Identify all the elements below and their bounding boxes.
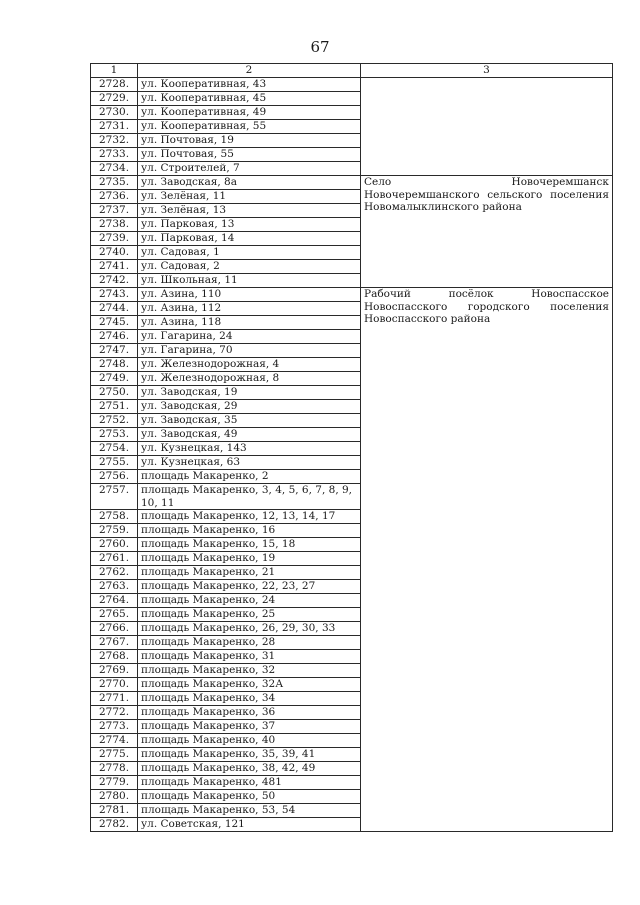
row-address: ул. Заводская, 19 (138, 386, 361, 400)
settlement-cell: Село Новочеремшанск Новочеремшанского сельского поселения Новомалыклинского района (361, 176, 613, 288)
row-number: 2742. (91, 274, 138, 288)
column-header-number: 1 (91, 64, 138, 78)
row-address: площадь Макаренко, 3, 4, 5, 6, 7, 8, 9, 10, 11 (138, 484, 361, 510)
row-address: площадь Макаренко, 24 (138, 594, 361, 608)
row-address: площадь Макаренко, 28 (138, 636, 361, 650)
row-address: площадь Макаренко, 36 (138, 706, 361, 720)
row-number: 2732. (91, 134, 138, 148)
row-address: ул. Парковая, 14 (138, 232, 361, 246)
row-number: 2762. (91, 566, 138, 580)
column-header-address: 2 (138, 64, 361, 78)
row-address: ул. Садовая, 1 (138, 246, 361, 260)
row-address: ул. Садовая, 2 (138, 260, 361, 274)
row-address: площадь Макаренко, 15, 18 (138, 538, 361, 552)
row-number: 2768. (91, 650, 138, 664)
row-address: ул. Кузнецкая, 143 (138, 442, 361, 456)
row-address: площадь Макаренко, 16 (138, 524, 361, 538)
row-address: ул. Строителей, 7 (138, 162, 361, 176)
row-number: 2734. (91, 162, 138, 176)
row-number: 2750. (91, 386, 138, 400)
row-number: 2778. (91, 762, 138, 776)
row-address: площадь Макаренко, 2 (138, 470, 361, 484)
row-address: ул. Железнодорожная, 4 (138, 358, 361, 372)
row-address: ул. Кооперативная, 55 (138, 120, 361, 134)
table-row (91, 78, 613, 92)
row-number: 2758. (91, 510, 138, 524)
row-number: 2767. (91, 636, 138, 650)
row-number: 2756. (91, 470, 138, 484)
settlement-cell (361, 78, 613, 176)
row-number: 2739. (91, 232, 138, 246)
row-number: 2773. (91, 720, 138, 734)
row-address: ул. Гагарина, 70 (138, 344, 361, 358)
row-address: ул. Школьная, 11 (138, 274, 361, 288)
row-address: ул. Зелёная, 13 (138, 204, 361, 218)
row-number: 2749. (91, 372, 138, 386)
row-address: площадь Макаренко, 19 (138, 552, 361, 566)
row-number: 2741. (91, 260, 138, 274)
row-number: 2735. (91, 176, 138, 190)
row-number: 2745. (91, 316, 138, 330)
row-number: 2746. (91, 330, 138, 344)
row-address: ул. Кооперативная, 49 (138, 106, 361, 120)
row-address: ул. Азина, 112 (138, 302, 361, 316)
row-address: ул. Заводская, 35 (138, 414, 361, 428)
table-header (91, 64, 613, 78)
row-number: 2737. (91, 204, 138, 218)
row-address: ул. Зелёная, 11 (138, 190, 361, 204)
row-number: 2753. (91, 428, 138, 442)
row-address: площадь Макаренко, 53, 54 (138, 804, 361, 818)
row-number: 2731. (91, 120, 138, 134)
row-address: ул. Кооперативная, 43 (138, 78, 361, 92)
row-address: ул. Кооперативная, 45 (138, 92, 361, 106)
row-number: 2747. (91, 344, 138, 358)
header-row (91, 64, 613, 78)
row-address: площадь Макаренко, 32А (138, 678, 361, 692)
row-address: площадь Макаренко, 40 (138, 734, 361, 748)
row-address: ул. Почтовая, 19 (138, 134, 361, 148)
row-number: 2730. (91, 106, 138, 120)
row-number: 2759. (91, 524, 138, 538)
row-number: 2760. (91, 538, 138, 552)
row-number: 2770. (91, 678, 138, 692)
row-number: 2744. (91, 302, 138, 316)
row-number: 2729. (91, 92, 138, 106)
row-number: 2752. (91, 414, 138, 428)
row-address: площадь Макаренко, 22, 23, 27 (138, 580, 361, 594)
row-number: 2779. (91, 776, 138, 790)
row-address: площадь Макаренко, 481 (138, 776, 361, 790)
row-number: 2782. (91, 818, 138, 832)
row-number: 2765. (91, 608, 138, 622)
row-number: 2771. (91, 692, 138, 706)
row-address: площадь Макаренко, 26, 29, 30, 33 (138, 622, 361, 636)
address-register-table (90, 63, 613, 832)
row-address: площадь Макаренко, 31 (138, 650, 361, 664)
row-address: площадь Макаренко, 37 (138, 720, 361, 734)
row-address: площадь Макаренко, 32 (138, 664, 361, 678)
row-number: 2751. (91, 400, 138, 414)
row-address: ул. Советская, 121 (138, 818, 361, 832)
row-number: 2728. (91, 78, 138, 92)
table-row (91, 176, 613, 190)
row-number: 2774. (91, 734, 138, 748)
settlement-cell: Рабочий посёлок Новоспасское Новоспасского городского поселения Новоспасского района (361, 288, 613, 832)
row-number: 2772. (91, 706, 138, 720)
row-number: 2780. (91, 790, 138, 804)
row-number: 2736. (91, 190, 138, 204)
row-number: 2775. (91, 748, 138, 762)
row-number: 2761. (91, 552, 138, 566)
row-address: площадь Макаренко, 21 (138, 566, 361, 580)
row-address: площадь Макаренко, 38, 42, 49 (138, 762, 361, 776)
row-address: ул. Азина, 110 (138, 288, 361, 302)
row-address: площадь Макаренко, 12, 13, 14, 17 (138, 510, 361, 524)
row-address: площадь Макаренко, 34 (138, 692, 361, 706)
row-address: ул. Заводская, 8а (138, 176, 361, 190)
table-body (91, 78, 613, 832)
row-number: 2764. (91, 594, 138, 608)
row-number: 2740. (91, 246, 138, 260)
row-address: площадь Макаренко, 50 (138, 790, 361, 804)
row-number: 2733. (91, 148, 138, 162)
row-address: ул. Гагарина, 24 (138, 330, 361, 344)
row-number: 2769. (91, 664, 138, 678)
row-number: 2781. (91, 804, 138, 818)
row-address: ул. Парковая, 13 (138, 218, 361, 232)
row-number: 2738. (91, 218, 138, 232)
row-address: ул. Почтовая, 55 (138, 148, 361, 162)
row-number: 2757. (91, 484, 138, 510)
row-address: площадь Макаренко, 35, 39, 41 (138, 748, 361, 762)
row-address: ул. Железнодорожная, 8 (138, 372, 361, 386)
row-number: 2743. (91, 288, 138, 302)
column-header-settlement: 3 (361, 64, 613, 78)
row-number: 2766. (91, 622, 138, 636)
row-address: ул. Заводская, 49 (138, 428, 361, 442)
page-number: 67 (310, 38, 330, 56)
row-number: 2755. (91, 456, 138, 470)
row-address: ул. Кузнецкая, 63 (138, 456, 361, 470)
row-address: ул. Азина, 118 (138, 316, 361, 330)
row-address: площадь Макаренко, 25 (138, 608, 361, 622)
row-number: 2754. (91, 442, 138, 456)
row-number: 2763. (91, 580, 138, 594)
row-number: 2748. (91, 358, 138, 372)
row-address: ул. Заводская, 29 (138, 400, 361, 414)
table-row (91, 288, 613, 302)
